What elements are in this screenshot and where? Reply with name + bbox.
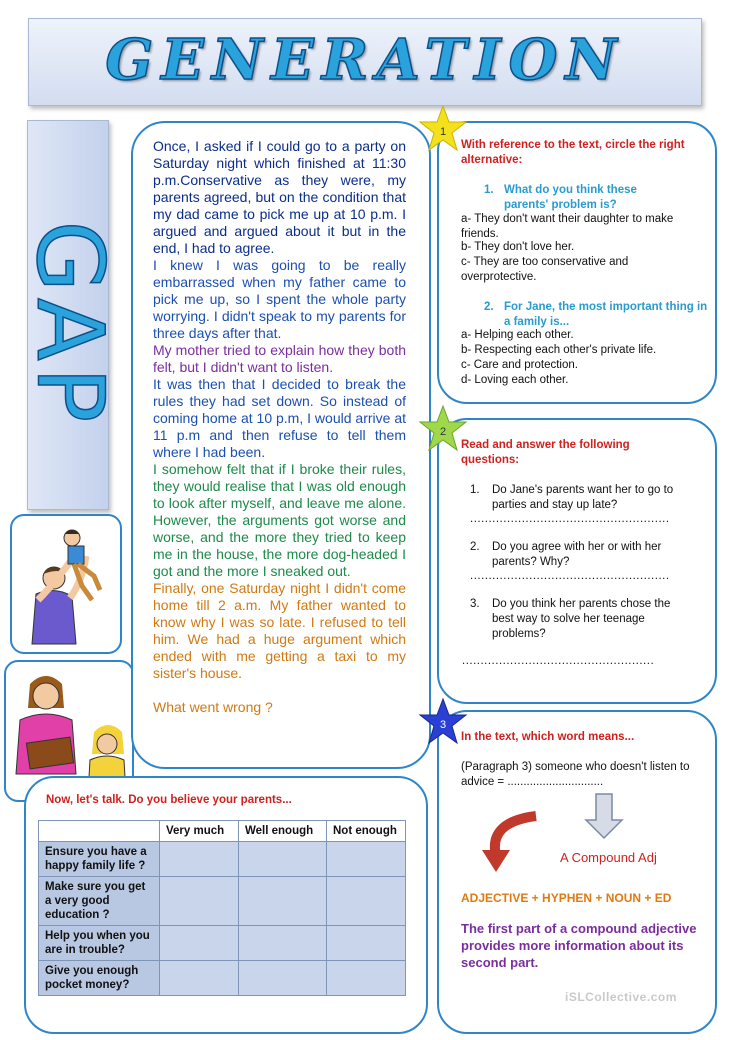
row-label-education: Make sure you get a very good education ?	[39, 877, 160, 926]
ex1-q1-option-c[interactable]: c- They are too conservative and overprotective.	[461, 256, 629, 283]
ex2-q3-number: 3.	[470, 598, 480, 610]
answer-cell[interactable]	[239, 877, 327, 926]
column-header-very-much: Very much	[160, 821, 239, 842]
paragraph-5: I somehow felt that if I broke their rules, they would realise that I was old enough to look after myself, and leave me alone. However, the arguments got worse and worse, and the more they tried to keep me in the house, the more dog-headed I got and the more I sneaked out.	[153, 461, 406, 579]
side-title: GAP	[16, 220, 124, 429]
compound-adj-label: A Compound Adj	[560, 850, 657, 865]
ex1-q2-option-c[interactable]: c- Care and protection.	[461, 359, 578, 371]
compound-definition: The first part of a compound adjective provides more information about its second part.	[461, 921, 697, 970]
paragraph-2: I knew I was going to be really embarrassed when my father came to pick me up, so I spent the whole party worrying. I didn't speak to my parents for three days after that.	[153, 257, 406, 341]
answer-cell[interactable]	[160, 842, 239, 877]
father-lifting-child-icon	[12, 516, 120, 652]
discussion-heading: Now, let's talk. Do you believe your parents...	[46, 794, 292, 806]
ex2-q2-number: 2.	[470, 541, 480, 553]
ex1-q1-text: What do you think these parents' problem is?	[504, 184, 637, 211]
answer-cell[interactable]	[327, 926, 406, 961]
star-1-label: 1	[439, 126, 447, 138]
row-label-pocket-money: Give you enough pocket money?	[39, 961, 160, 996]
answer-cell[interactable]	[160, 877, 239, 926]
answer-cell[interactable]	[239, 961, 327, 996]
ex1-q1-option-a[interactable]: a- They don't want their daughter to make friends.	[461, 213, 674, 240]
side-title-banner	[16, 120, 124, 510]
ex2-q1-answer-line[interactable]: ......................................................	[470, 513, 670, 525]
watermark: iSLCollective.com	[565, 990, 677, 1004]
answer-cell[interactable]	[327, 877, 406, 926]
ex2-q1-number: 1.	[470, 484, 480, 496]
ex1-q2-option-b[interactable]: b- Respecting each other's private life.	[461, 344, 657, 356]
ex3-prompt[interactable]: (Paragraph 3) someone who doesn't listen to advice = ..............................	[461, 761, 690, 788]
table-row	[39, 842, 406, 877]
column-header-well-enough: Well enough	[239, 821, 327, 842]
paragraph-1: Once, I asked if I could go to a party on Saturday night which finished at 11:30 p.m.Conservative as they were, my parents agreed, but on the condition that my dad came to pick me up at 10 p.m. I argued and argued about it but in the end, I had to agree.	[153, 138, 406, 256]
star-2-label: 2	[439, 426, 447, 438]
table-row	[39, 877, 406, 926]
ex2-q3-text: Do you think her parents chose the best way to solve her teenage problems?	[492, 598, 671, 640]
column-header-not-enough: Not enough	[327, 821, 406, 842]
table-corner-cell	[39, 821, 160, 842]
paragraph-6: Finally, one Saturday night I didn't come home till 2 a.m. My father wanted to know why I was so late. I refused to tell him. We had a huge argument which ended with me getting a taxi to my sister's house.	[153, 580, 406, 681]
answer-cell[interactable]	[160, 961, 239, 996]
star-3-icon	[418, 697, 468, 747]
exercise-3-heading: In the text, which word means...	[461, 731, 635, 743]
star-1-icon	[418, 104, 468, 154]
answer-cell[interactable]	[160, 926, 239, 961]
ex2-q3-answer-line[interactable]: ....................................................	[462, 655, 655, 667]
table-row	[39, 926, 406, 961]
ex1-q2-option-d[interactable]: d- Loving each other.	[461, 374, 569, 386]
paragraph-3: My mother tried to explain how they both felt, but I didn't want to listen.	[153, 342, 406, 375]
ex1-q1-number: 1.	[484, 184, 494, 196]
paragraph-4: It was then that I decided to break the rules they had set down. So instead of coming home at 10 p.m, I would arrive at 11 p.m and then refuse to tell them where I had been.	[153, 376, 406, 460]
ex2-q2-answer-line[interactable]: ......................................................	[470, 570, 670, 582]
table-row	[39, 961, 406, 996]
row-label-happy-family: Ensure you have a happy family life ?	[39, 842, 160, 877]
ex1-q1-option-b[interactable]: b- They don't love her.	[461, 241, 575, 253]
star-3-label: 3	[439, 719, 447, 731]
table-header-row	[39, 821, 406, 842]
answer-cell[interactable]	[239, 842, 327, 877]
closing-question: What went wrong ?	[153, 699, 273, 715]
page-title: GENERATION	[105, 27, 625, 93]
title-banner	[28, 18, 702, 106]
ex1-q2-text: For Jane, the most important thing in a family is...	[504, 301, 708, 328]
exercise-2-heading: Read and answer the following questions:	[461, 439, 630, 466]
reading-passage	[153, 138, 406, 716]
compound-formula: ADJECTIVE + HYPHEN + NOUN + ED	[461, 891, 672, 905]
ex1-q2-number: 2.	[484, 301, 494, 313]
ex2-q2-text: Do you agree with her or with her parents? Why?	[492, 541, 662, 568]
exercise-1-heading: With reference to the text, circle the right alternative:	[461, 139, 685, 166]
answer-cell[interactable]	[327, 961, 406, 996]
row-label-trouble: Help you when you are in trouble?	[39, 926, 160, 961]
star-2-icon	[418, 404, 468, 454]
answer-cell[interactable]	[239, 926, 327, 961]
answer-cell[interactable]	[327, 842, 406, 877]
ex2-q1-text: Do Jane's parents want her to go to parties and stay up late?	[492, 484, 674, 511]
survey-table	[38, 820, 406, 996]
father-child-illustration	[10, 514, 122, 654]
ex1-q2-option-a[interactable]: a- Helping each other.	[461, 329, 574, 341]
